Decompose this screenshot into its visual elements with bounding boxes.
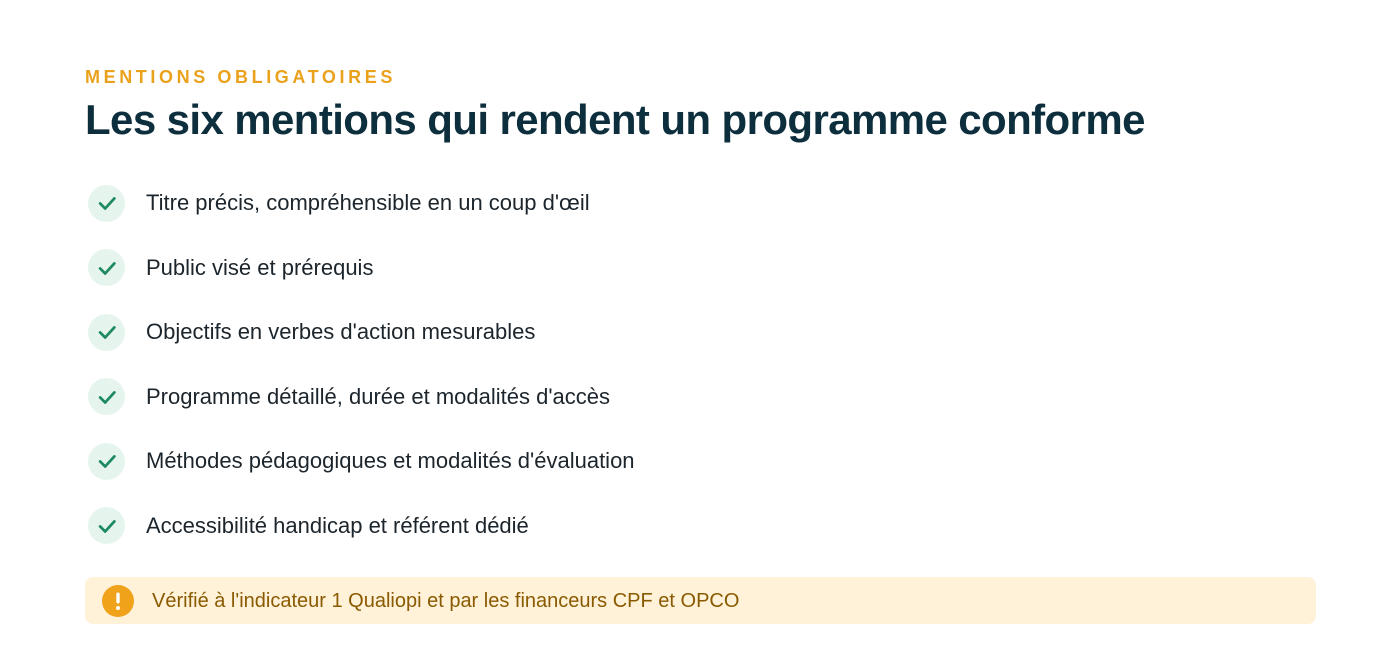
- checklist-item-label: Objectifs en verbes d'action mesurables: [146, 319, 536, 344]
- checklist-item: [85, 442, 1315, 480]
- section-eyebrow: MENTIONS OBLIGATOIRES: [85, 67, 396, 87]
- notice-text: Vérifié à l'indicateur 1 Qualiopi et par les financeurs CPF et OPCO: [152, 589, 740, 612]
- page-title: Les six mentions qui rendent un programme conforme: [85, 96, 1145, 143]
- check-icon: [88, 185, 125, 222]
- checklist-item: [85, 507, 1315, 545]
- checklist-item: [85, 378, 1315, 416]
- exclamation-icon: [102, 585, 134, 617]
- checklist-item-label: Accessibilité handicap et référent dédié: [146, 512, 529, 538]
- checklist-item-label: Public visé et prérequis: [146, 254, 374, 280]
- checklist-item-label: Titre précis, compréhensible en un coup d'œil: [146, 190, 590, 215]
- checklist-item: [85, 313, 1315, 351]
- check-icon: [88, 443, 125, 480]
- check-icon: [88, 507, 125, 544]
- checklist-item: [85, 249, 1315, 287]
- checklist-item-label: Programme détaillé, durée et modalités d'accès: [146, 383, 610, 409]
- check-icon: [88, 314, 125, 351]
- check-icon: [88, 378, 125, 415]
- checklist-item-label: Méthodes pédagogiques et modalités d'évaluation: [146, 448, 635, 473]
- verification-notice: [85, 577, 1316, 624]
- checklist-item: [85, 184, 1315, 222]
- mentions-checklist: [85, 184, 1315, 545]
- check-icon: [88, 249, 125, 286]
